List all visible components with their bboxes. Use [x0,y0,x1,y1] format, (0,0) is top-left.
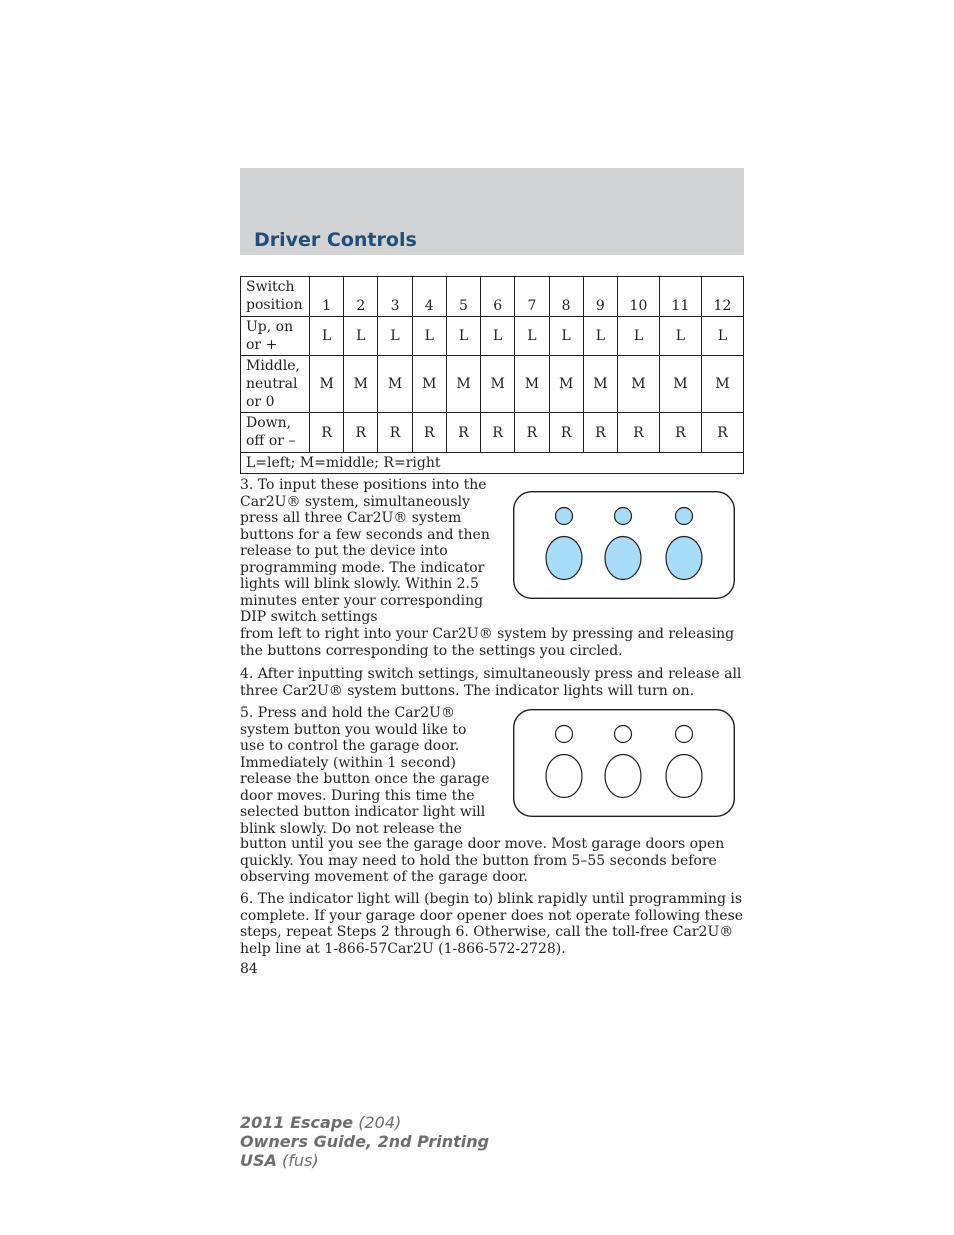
car2u-button-1 [546,537,582,580]
table-header-row [241,277,744,317]
indicator-light-2 [615,726,632,743]
section-title: Driver Controls [254,229,417,251]
table-cell: R [549,413,583,453]
indicator-light-3 [676,726,693,743]
indicator-light-3 [676,508,693,525]
column-header: 8 [549,277,583,317]
row-label: Down, off or – [241,413,310,453]
button-panel-lit [513,491,735,599]
footer-line-1 [240,1113,489,1132]
table-cell: M [515,356,549,413]
table-row [241,356,744,413]
step-5-continued-text: button until you see the garage door move. Most garage doors open quickly. You may need to hold the button from 5–55 seconds before observing movement of the garage door. [240,836,725,885]
table-cell: R [310,413,344,453]
table-cell: L [701,317,743,356]
column-header: 5 [446,277,480,317]
step-3-text: 3. To input these positions into the Car2U® system, simultaneously press all three Car2U® system buttons for a few seconds and then release to put the device into programming mode. The indicator lights will blink slowly. Within 2.5 minutes enter your corresponding DIP switch settings [240,477,490,625]
column-header: 7 [515,277,549,317]
footer [240,1113,489,1170]
table-cell: R [701,413,743,453]
car2u-button-1 [546,755,582,798]
table-cell: L [549,317,583,356]
table-cell: R [378,413,412,453]
column-header: 2 [344,277,378,317]
row-label: Up, on or + [241,317,310,356]
column-header: 6 [481,277,515,317]
table-cell: L [310,317,344,356]
footer-model: 2011 Escape [240,1113,354,1132]
row-label: Middle, neutral or 0 [241,356,310,413]
table-cell: L [583,317,617,356]
table-cell: M [344,356,378,413]
table-cell: L [515,317,549,356]
footer-line-2 [240,1132,489,1151]
indicator-light-1 [556,726,573,743]
column-header: 4 [412,277,446,317]
footer-model-code: (204) [358,1113,402,1132]
column-header: 12 [701,277,743,317]
footer-line-3 [240,1151,489,1170]
table-cell: L [344,317,378,356]
table-cell: R [412,413,446,453]
table-cell: M [701,356,743,413]
table-cell: R [583,413,617,453]
step-4-text: 4. After inputting switch settings, simultaneously press and release all three Car2U® system buttons. The indicator lights will turn on. [240,666,742,699]
table-cell: L [659,317,701,356]
table-header-label: Switch position [241,277,310,317]
footer-market-code: (fus) [282,1151,319,1170]
table-cell: M [549,356,583,413]
footer-guide: Owners Guide, 2nd Printing [240,1132,490,1151]
table-cell: M [617,356,659,413]
step-6-text: 6. The indicator light will (begin to) blink rapidly until programming is complete. If your garage door opener does not operate following these steps, repeat Steps 2 through 6. Otherwise, call the toll-free Car2U® help line at 1-866-57Car2U (1-866-572-2728). [240,891,744,957]
table-cell: M [310,356,344,413]
footer-market: USA [240,1151,277,1170]
dip-switch-table [240,276,744,474]
column-header: 3 [378,277,412,317]
column-header: 1 [310,277,344,317]
section-header [240,168,744,255]
table-cell: R [481,413,515,453]
table-legend-row [241,453,744,474]
table-cell: R [446,413,480,453]
table-cell: R [659,413,701,453]
table-cell: M [583,356,617,413]
table-cell: L [617,317,659,356]
table-cell: L [378,317,412,356]
table-cell: L [412,317,446,356]
car2u-button-3 [666,537,702,580]
column-header: 10 [617,277,659,317]
step-5-text: 5. Press and hold the Car2U® system button you would like to use to control the garage door. Immediately (within 1 second) release the button once the garage door moves. During this time the selected button indicator light will blink slowly. Do not release the [240,705,490,837]
column-header: 9 [583,277,617,317]
table-row [241,317,744,356]
table-cell: M [446,356,480,413]
table-row [241,413,744,453]
table-cell: M [378,356,412,413]
button-panel-unlit [513,709,735,817]
table-cell: L [446,317,480,356]
car2u-button-2 [605,537,641,580]
table-cell: M [659,356,701,413]
indicator-light-1 [556,508,573,525]
column-header: 11 [659,277,701,317]
car2u-button-3 [666,755,702,798]
table-cell: M [481,356,515,413]
table-legend: L=left; M=middle; R=right [241,453,744,474]
indicator-light-2 [615,508,632,525]
table-cell: R [344,413,378,453]
step-3-continued-text: from left to right into your Car2U® system by pressing and releasing the buttons corresponding to the settings you circled. [240,626,735,659]
table-cell: R [515,413,549,453]
table-cell: M [412,356,446,413]
car2u-button-2 [605,755,641,798]
table-cell: L [481,317,515,356]
page-number: 84 [240,961,258,977]
table-cell: R [617,413,659,453]
